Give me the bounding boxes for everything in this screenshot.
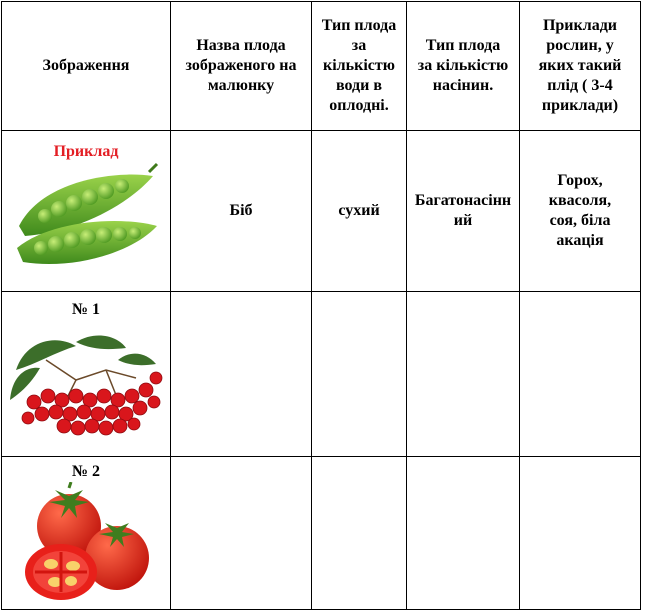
water-type-cell: сухий	[312, 131, 407, 292]
water-type-cell[interactable]	[312, 292, 407, 457]
header-seed-type: Тип плода за кількістю насінин.	[407, 2, 520, 131]
fruit-name-cell: Біб	[171, 131, 312, 292]
seed-type-cell[interactable]	[407, 292, 520, 457]
fruit-name-cell[interactable]	[171, 292, 312, 457]
table-row	[2, 457, 641, 610]
row-label: Приклад	[53, 142, 119, 160]
seed-type-cell[interactable]	[407, 457, 520, 610]
water-type-cell[interactable]	[312, 457, 407, 610]
header-fruit-name: Назва плода зображеного на малюнку	[171, 2, 312, 131]
image-cell	[2, 292, 171, 457]
tomato-icon	[11, 482, 161, 606]
header-image: Зображення	[2, 2, 171, 131]
fruit-name-cell[interactable]	[171, 457, 312, 610]
rowan-berries-icon	[6, 320, 166, 450]
examples-cell[interactable]	[520, 292, 641, 457]
header-examples: Приклади рослин, у яких такий плід ( 3-4 приклади)	[520, 2, 641, 131]
examples-cell: Горох, квасоля, соя, біла акація	[520, 131, 641, 292]
header-row	[2, 2, 641, 131]
row-label: № 2	[71, 462, 101, 480]
fruit-table	[1, 1, 641, 610]
row-label: № 1	[71, 300, 101, 318]
pea-pod-icon	[11, 162, 161, 282]
image-cell	[2, 131, 171, 292]
table-row	[2, 131, 641, 292]
table-row	[2, 292, 641, 457]
seed-type-cell: Багатонасінний	[407, 131, 520, 292]
header-water-type: Тип плода за кількістю води в оплодні.	[312, 2, 407, 131]
image-cell	[2, 457, 171, 610]
examples-cell[interactable]	[520, 457, 641, 610]
